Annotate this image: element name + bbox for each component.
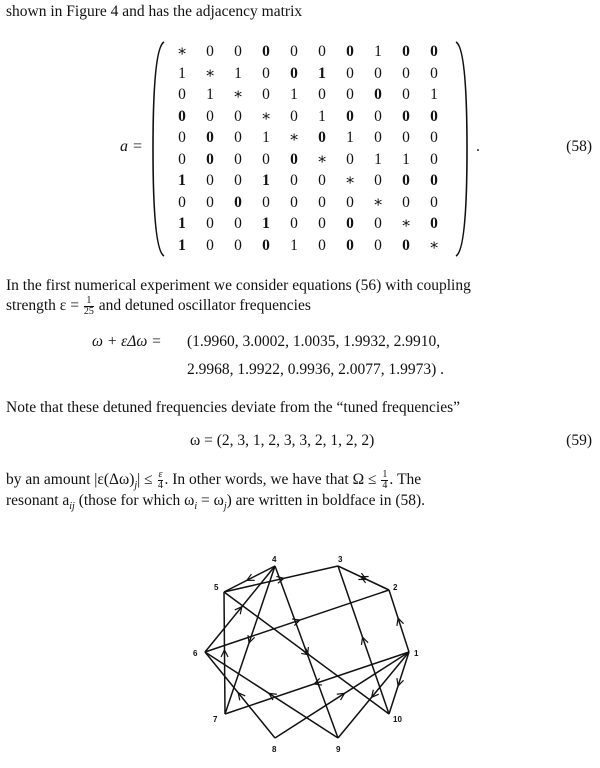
matrix-entry: 0	[374, 86, 382, 104]
matrix-entry: 0	[318, 172, 326, 190]
graph-edge	[275, 566, 338, 738]
fraction-1-25: $\frac{1}{25}$	[83, 295, 94, 317]
graph-node-label: 8	[272, 745, 277, 754]
matrix-entry: 0	[346, 150, 354, 168]
matrix-entry: 0	[430, 107, 438, 125]
matrix-entry: 0	[374, 236, 382, 254]
matrix-row	[168, 213, 448, 235]
matrix-entry: ∗	[204, 64, 216, 82]
matrix-entry: 0	[262, 193, 270, 211]
matrix-entry: 0	[206, 215, 214, 233]
fraction-1-4: $\frac{1}{4}$	[382, 469, 388, 491]
matrix-entry: 0	[178, 107, 186, 125]
matrix-entry: 0	[178, 193, 186, 211]
matrix-entry: 0	[206, 129, 214, 147]
matrix-entry: 0	[318, 193, 326, 211]
matrix-entry: 0	[234, 215, 242, 233]
matrix-entry: 0	[318, 129, 326, 147]
graph-edge	[338, 652, 409, 738]
matrix-entry: 0	[430, 215, 438, 233]
matrix-entry: 0	[290, 193, 298, 211]
graph-edge	[224, 592, 225, 714]
matrix-entry: 0	[346, 215, 354, 233]
detuned-lhs: ω + εΔω =	[92, 333, 162, 350]
graph-edge	[389, 652, 409, 714]
matrix-entry: 0	[234, 193, 242, 211]
matrix-entry: 0	[206, 107, 214, 125]
matrix-entry: 0	[374, 172, 382, 190]
matrix-entry: 0	[206, 43, 214, 61]
right-paren	[454, 40, 468, 258]
matrix-row	[168, 63, 448, 85]
graph-edge	[224, 566, 338, 592]
matrix-entry: 1	[290, 236, 298, 254]
paragraph-1-line-2	[6, 296, 311, 317]
matrix-entry: 1	[206, 86, 214, 104]
matrix-entry: 0	[346, 64, 354, 82]
paragraph-3-line-1: by an amount $|\varepsilon(\Delta\omega)_j|$ ≤ $\frac{\varepsilon}{4}$ . In other words, we have that Ω ≤ $\frac{1}{4}$ . The	[6, 469, 422, 492]
paragraph-1-line-1: In the first numerical experiment we consider equations (56) with coupling	[6, 277, 471, 294]
matrix-entry: 0	[430, 43, 438, 61]
detuned-values-line-1: (1.9960, 3.0002, 1.0035, 1.9932, 2.9910,	[187, 333, 441, 350]
matrix-entry: 0	[290, 43, 298, 61]
matrix-entry: ∗	[176, 43, 188, 61]
matrix-entry: 0	[402, 236, 410, 254]
graph-edge	[205, 652, 275, 738]
matrix-entry: 0	[346, 43, 354, 61]
matrix-entry: 0	[234, 43, 242, 61]
matrix-entry: 0	[178, 129, 186, 147]
equation-number-59: (59)	[566, 432, 592, 449]
matrix-entry: 1	[402, 150, 410, 168]
matrix-entry: 0	[290, 172, 298, 190]
matrix-entry: 0	[346, 86, 354, 104]
matrix-entry: 1	[234, 64, 242, 82]
matrix-entry: 0	[346, 193, 354, 211]
matrix-entry: 0	[318, 236, 326, 254]
matrix-entry: 0	[430, 150, 438, 168]
matrix-label: a =	[120, 138, 143, 155]
matrix-entry: 0	[374, 107, 382, 125]
matrix-entry: 0	[402, 193, 410, 211]
adjacency-matrix	[168, 41, 448, 256]
matrix-entry: 0	[430, 64, 438, 82]
matrix-entry: 1	[374, 43, 382, 61]
matrix-entry: 1	[430, 86, 438, 104]
matrix-entry: 1	[178, 64, 186, 82]
graph-edge	[205, 566, 275, 652]
matrix-entry: 0	[234, 150, 242, 168]
matrix-entry: 0	[262, 64, 270, 82]
matrix-entry: 0	[402, 86, 410, 104]
matrix-row	[168, 41, 448, 63]
matrix-entry: 1	[346, 129, 354, 147]
matrix-entry: 0	[206, 172, 214, 190]
matrix-entry: 0	[206, 150, 214, 168]
intro-line: shown in Figure 4 and has the adjacency matrix	[6, 3, 303, 20]
graph-edge	[275, 652, 409, 738]
matrix-entry: 0	[290, 215, 298, 233]
matrix-entry: 0	[374, 129, 382, 147]
graph-node-label: 10	[393, 715, 402, 724]
matrix-entry: 1	[178, 215, 186, 233]
graph-node-label: 6	[193, 649, 198, 658]
matrix-entry: ∗	[316, 150, 328, 168]
matrix-entry: ∗	[232, 86, 244, 104]
matrix-entry: 0	[430, 193, 438, 211]
matrix-entry: 0	[402, 107, 410, 125]
matrix-entry: 1	[262, 172, 270, 190]
fraction-eps-4: $\frac{\varepsilon}{4}$	[157, 469, 163, 491]
matrix-entry: 0	[178, 86, 186, 104]
matrix-entry: 0	[178, 150, 186, 168]
matrix-entry: ∗	[400, 215, 412, 233]
detuned-values-line-2: 2.9968, 1.9922, 0.9936, 2.0077, 1.9973) .	[187, 361, 445, 378]
equation-number-58: (58)	[566, 138, 592, 155]
matrix-entry: 1	[290, 86, 298, 104]
strength-text: strength ε =	[6, 297, 83, 315]
matrix-entry: 0	[402, 64, 410, 82]
matrix-entry: 0	[374, 64, 382, 82]
matrix-entry: 1	[178, 236, 186, 254]
matrix-entry: 0	[374, 215, 382, 233]
matrix-entry: 0	[318, 86, 326, 104]
network-graph-figure	[0, 555, 600, 768]
paragraph-2-line: Note that these detuned frequencies deviate from the “tuned frequencies”	[6, 399, 461, 416]
matrix-entry: 0	[430, 129, 438, 147]
matrix-row	[168, 235, 448, 257]
matrix-entry: 0	[430, 172, 438, 190]
graph-node-label: 1	[414, 649, 419, 658]
graph-node-label: 9	[336, 745, 341, 754]
matrix-entry: 0	[206, 193, 214, 211]
matrix-entry: 1	[374, 150, 382, 168]
matrix-entry: 0	[290, 107, 298, 125]
matrix-entry: 0	[290, 150, 298, 168]
graph-node-label: 2	[393, 583, 398, 592]
matrix-row	[168, 149, 448, 171]
matrix-entry: 0	[234, 107, 242, 125]
graph-node-label: 4	[272, 555, 277, 564]
matrix-entry: ∗	[288, 129, 300, 147]
matrix-entry: 1	[262, 129, 270, 147]
matrix-row	[168, 106, 448, 128]
matrix-entry: 0	[402, 43, 410, 61]
matrix-entry: 0	[318, 43, 326, 61]
matrix-entry: 0	[206, 236, 214, 254]
matrix-entry: 1	[318, 64, 326, 82]
left-paren	[152, 40, 166, 258]
matrix-entry: 1	[318, 107, 326, 125]
graph-node-label: 5	[214, 583, 219, 592]
matrix-row	[168, 192, 448, 214]
matrix-entry: 0	[262, 43, 270, 61]
paragraph-3-line-2: resonant $a_{ij}$ (those for which $\omega_i = \omega_j$) are written in boldface in (58).	[6, 492, 426, 513]
matrix-row	[168, 127, 448, 149]
graph-edge	[389, 590, 409, 652]
matrix-entry: 0	[262, 236, 270, 254]
matrix-entry: 0	[262, 86, 270, 104]
matrix-entry: 0	[402, 172, 410, 190]
adjacency-matrix-equation	[120, 40, 520, 258]
graph-edges	[205, 566, 409, 738]
graph-node-label: 7	[213, 715, 218, 724]
matrix-entry: 0	[234, 236, 242, 254]
detuned-text: and detuned oscillator frequencies	[94, 297, 311, 315]
matrix-entry: 1	[178, 172, 186, 190]
matrix-entry: 0	[318, 215, 326, 233]
matrix-entry: 0	[402, 129, 410, 147]
matrix-entry: ∗	[372, 193, 384, 211]
matrix-entry: ∗	[260, 107, 272, 125]
matrix-entry: 0	[234, 129, 242, 147]
matrix-entry: ∗	[344, 172, 356, 190]
matrix-entry: 0	[290, 64, 298, 82]
matrix-entry: ∗	[428, 236, 440, 254]
tuned-frequencies-equation: ω = (2, 3, 1, 2, 3, 3, 2, 1, 2, 2)	[190, 432, 375, 449]
matrix-entry: 0	[346, 236, 354, 254]
graph-edge	[224, 592, 389, 714]
matrix-row	[168, 84, 448, 106]
matrix-row	[168, 170, 448, 192]
matrix-entry: 1	[262, 215, 270, 233]
graph-node-label: 3	[338, 555, 343, 564]
matrix-entry: 0	[346, 107, 354, 125]
matrix-period: .	[476, 138, 480, 155]
matrix-entry: 0	[234, 172, 242, 190]
matrix-entry: 0	[262, 150, 270, 168]
